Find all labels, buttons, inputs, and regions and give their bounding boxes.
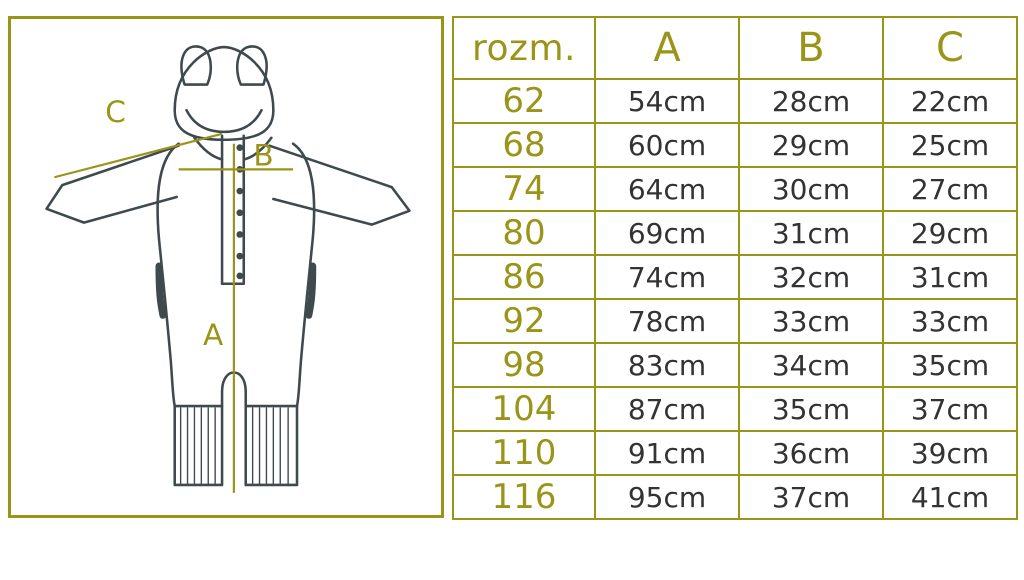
sleeve-right xyxy=(269,146,409,225)
side-seam-left xyxy=(159,266,163,315)
cell-b: 36cm xyxy=(739,431,883,475)
column-header-b: B xyxy=(739,17,883,79)
table-header-row xyxy=(453,17,1017,79)
side-seam-right xyxy=(309,266,313,315)
cell-c: 39cm xyxy=(883,431,1017,475)
table-row xyxy=(453,343,1017,387)
body-outline xyxy=(158,144,315,406)
column-header-a: A xyxy=(595,17,739,79)
measurement-label-c: C xyxy=(105,95,126,130)
table-row xyxy=(453,123,1017,167)
cell-size: 110 xyxy=(453,431,595,475)
cell-c: 37cm xyxy=(883,387,1017,431)
cell-size: 104 xyxy=(453,387,595,431)
table-row xyxy=(453,255,1017,299)
cell-size: 74 xyxy=(453,167,595,211)
cell-b: 37cm xyxy=(739,475,883,519)
measurement-label-b: B xyxy=(253,138,274,173)
cell-size: 62 xyxy=(453,79,595,123)
face-opening xyxy=(187,110,262,132)
cell-a: 95cm xyxy=(595,475,739,519)
cell-b: 35cm xyxy=(739,387,883,431)
cell-a: 78cm xyxy=(595,299,739,343)
size-table xyxy=(452,16,1018,520)
column-header-c: C xyxy=(883,17,1017,79)
measurement-label-a: A xyxy=(203,317,224,352)
cell-size: 68 xyxy=(453,123,595,167)
cell-a: 91cm xyxy=(595,431,739,475)
ankle-cuff-left-ribs xyxy=(181,408,216,485)
romper-diagram-svg xyxy=(11,19,441,515)
snap-buttons xyxy=(236,144,243,279)
cell-a: 69cm xyxy=(595,211,739,255)
table-row xyxy=(453,211,1017,255)
cell-c: 41cm xyxy=(883,475,1017,519)
table-row xyxy=(453,475,1017,519)
table-row xyxy=(453,431,1017,475)
ankle-cuff-right xyxy=(246,406,297,485)
cell-c: 25cm xyxy=(883,123,1017,167)
table-row xyxy=(453,167,1017,211)
ankle-cuff-right-ribs xyxy=(253,408,289,485)
cell-a: 87cm xyxy=(595,387,739,431)
column-header-size: rozm. xyxy=(453,17,595,79)
cell-a: 60cm xyxy=(595,123,739,167)
table-row xyxy=(453,79,1017,123)
cell-c: 31cm xyxy=(883,255,1017,299)
cell-a: 54cm xyxy=(595,79,739,123)
cell-a: 74cm xyxy=(595,255,739,299)
cell-size: 116 xyxy=(453,475,595,519)
cell-b: 29cm xyxy=(739,123,883,167)
cell-c: 33cm xyxy=(883,299,1017,343)
cell-c: 22cm xyxy=(883,79,1017,123)
cell-c: 29cm xyxy=(883,211,1017,255)
cell-b: 34cm xyxy=(739,343,883,387)
cell-size: 98 xyxy=(453,343,595,387)
guide-line-c xyxy=(54,134,222,177)
cell-size: 92 xyxy=(453,299,595,343)
cell-c: 27cm xyxy=(883,167,1017,211)
cell-b: 28cm xyxy=(739,79,883,123)
cell-size: 80 xyxy=(453,211,595,255)
table-row xyxy=(453,299,1017,343)
hood-outline xyxy=(175,47,274,140)
cell-a: 64cm xyxy=(595,167,739,211)
table-row xyxy=(453,387,1017,431)
cell-a: 83cm xyxy=(595,343,739,387)
cell-c: 35cm xyxy=(883,343,1017,387)
cell-b: 33cm xyxy=(739,299,883,343)
cell-b: 32cm xyxy=(739,255,883,299)
cell-b: 31cm xyxy=(739,211,883,255)
cell-b: 30cm xyxy=(739,167,883,211)
garment-illustration-panel xyxy=(8,16,444,518)
cell-size: 86 xyxy=(453,255,595,299)
